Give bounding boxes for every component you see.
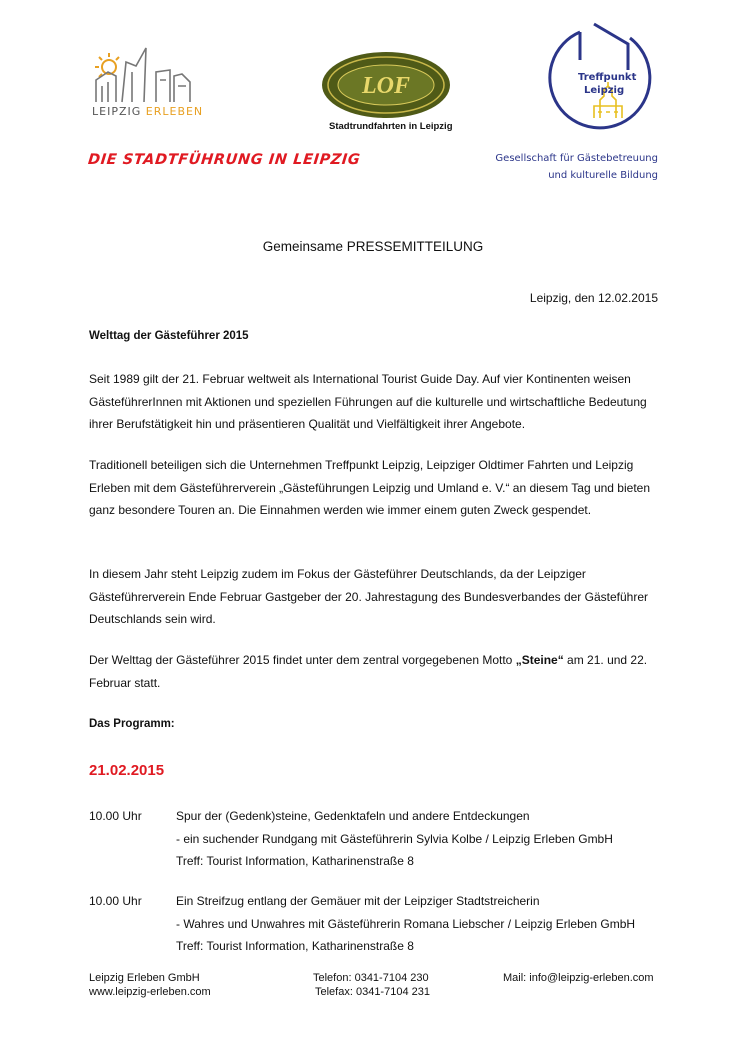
leipzig-erleben-wordmark xyxy=(92,105,203,118)
event-title: Spur der (Gedenk)steine, Gedenktafeln und andere Entdeckungen xyxy=(176,809,530,823)
program-date: 21.02.2015 xyxy=(89,762,165,779)
treffpunkt-leipzig-emblem-icon xyxy=(542,18,657,136)
event-title: Ein Streifzug entlang der Gemäuer mit der Leipziger Stadtstreicherin xyxy=(176,894,540,908)
paragraph-conference: In diesem Jahr steht Leipzig zudem im Fokus der Gästeführer Deutschlands, da der Leipziger Gästeführerverein Ende Februar Gastgeber der 20. Jahrestagung des Bundesverbandes der Gästeführer Deutschlands sein wird. xyxy=(89,567,649,627)
place-date: Leipzig, den 12.02.2015 xyxy=(529,291,658,305)
tp-logo-line2: Leipzig xyxy=(584,85,625,96)
event-meeting-point: Treff: Tourist Information, Katharinenstraße 8 xyxy=(176,854,414,868)
slogan: DIE STADTFÜHRUNG IN LEIPZIG xyxy=(87,152,362,168)
footer-phone: Telefon: 0341-7104 230 xyxy=(313,972,429,984)
tp-caption-line2: und kulturelle Bildung xyxy=(548,170,658,181)
subject-heading: Welttag der Gästeführer 2015 xyxy=(89,330,249,342)
motto-text-before: Der Welttag der Gästeführer 2015 findet unter dem zentral vorgegebenen Motto xyxy=(89,653,516,667)
event-meeting-point: Treff: Tourist Information, Katharinenstraße 8 xyxy=(176,939,414,953)
motto-bold: „Steine“ xyxy=(515,653,564,667)
lof-oval-badge-icon xyxy=(320,50,452,120)
footer-mail[interactable]: Mail: info@leipzig-erleben.com xyxy=(503,972,654,984)
wordmark-leipzig: LEIPZIG xyxy=(92,105,142,118)
tp-logo-line1: Treffpunkt xyxy=(578,72,637,83)
event-time: 10.00 Uhr xyxy=(89,809,142,823)
lof-caption: Stadtrundfahrten in Leipzig xyxy=(329,121,453,132)
lof-logo xyxy=(320,50,452,120)
wordmark-erleben: ERLEBEN xyxy=(145,105,204,118)
page-title: Gemeinsame PRESSEMITTEILUNG xyxy=(262,239,484,254)
paragraph-intro: Seit 1989 gilt der 21. Februar weltweit als International Tourist Guide Day. Auf vier Kontinenten weisen GästeführerInnen mit Aktionen und speziellen Führungen auf die kulturelle und wirtschaftliche Bedeutung ihrer Berufstätigkeit hin und präsentieren Qualität und Vielfältigkeit ihrer Angebote. xyxy=(89,372,647,432)
treffpunkt-leipzig-logo xyxy=(542,18,657,136)
footer-company: Leipzig Erleben GmbH xyxy=(89,972,200,984)
event-block xyxy=(176,890,676,958)
event-time: 10.00 Uhr xyxy=(89,894,142,908)
paragraph-participants: Traditionell beteiligen sich die Unternehmen Treffpunkt Leipzig, Leipziger Oldtimer Fahrten und Leipzig Erleben mit dem Gästeführerverein „Gästeführungen Leipzig und Umland e. V.“ an diesem Tag und bieten ganz besondere Touren an. Die Einnahmen werden wie immer einem guten Zweck gespendet. xyxy=(89,458,650,518)
event-detail: - Wahres und Unwahres mit Gästeführerin Romana Liebscher / Leipzig Erleben GmbH xyxy=(176,916,636,931)
lof-badge-text: LOF xyxy=(362,73,410,99)
event-block xyxy=(176,805,676,873)
footer-company-block xyxy=(89,972,211,999)
tp-caption-line1: Gesellschaft für Gästebetreuung xyxy=(495,153,658,164)
paragraph-motto xyxy=(89,649,659,694)
program-heading: Das Programm: xyxy=(89,718,175,730)
motto-text-after: am 21. und 22. Februar statt. xyxy=(89,653,648,690)
event-detail: - ein suchender Rundgang mit Gästeführerin Sylvia Kolbe / Leipzig Erleben GmbH xyxy=(176,831,613,846)
footer-contact-block xyxy=(313,972,430,999)
treffpunkt-caption xyxy=(480,150,658,184)
footer-fax: Telefax: 0341-7104 231 xyxy=(315,985,430,998)
footer-website[interactable]: www.leipzig-erleben.com xyxy=(89,985,211,998)
